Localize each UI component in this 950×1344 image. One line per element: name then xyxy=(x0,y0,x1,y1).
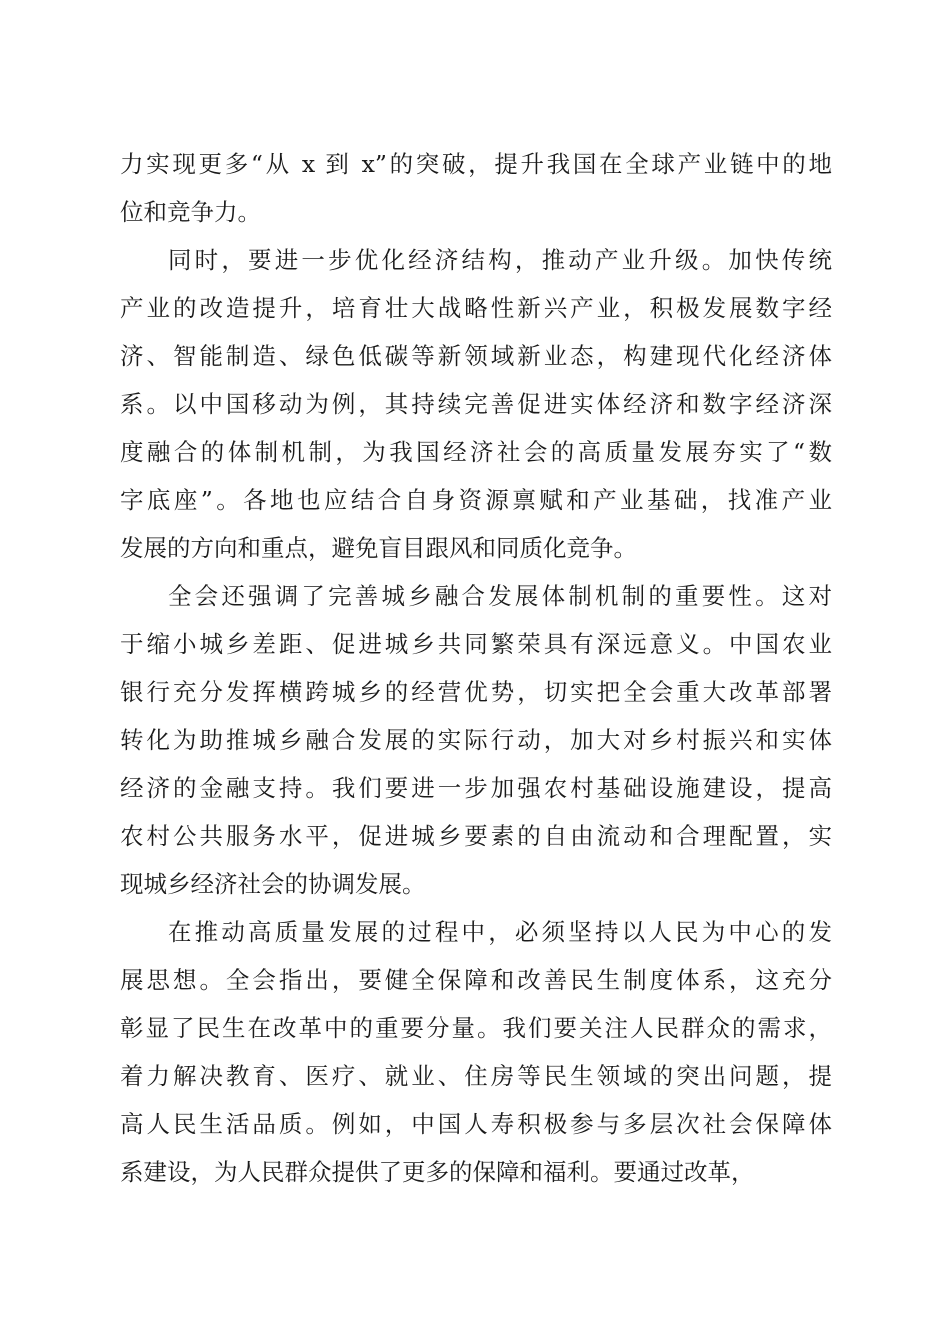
text-line: 经济的金融支持。我们要进一步加强农村基础设施建设，提高 xyxy=(120,774,832,802)
paragraph xyxy=(120,572,832,908)
paragraph xyxy=(120,140,832,236)
text-line: 系建设，为人民群众提供了更多的保障和福利。要通过改革， xyxy=(120,1158,755,1186)
body-text xyxy=(120,140,832,1196)
text-line: 产业的改造提升，培育壮大战略性新兴产业，积极发展数字经 xyxy=(120,294,832,322)
text-line: 银行充分发挥横跨城乡的经营优势，切实把全会重大改革部署 xyxy=(120,678,832,706)
text-line: 济、智能制造、绿色低碳等新领域新业态，构建现代化经济体 xyxy=(120,342,832,370)
text-line: 力实现更多“从 x 到 x”的突破，提升我国在全球产业链中的地 xyxy=(120,150,832,178)
text-line: 位和竞争力。 xyxy=(120,198,261,226)
text-line: 现城乡经济社会的协调发展。 xyxy=(120,870,426,898)
text-line: 农村公共服务水平，促进城乡要素的自由流动和合理配置，实 xyxy=(120,822,832,850)
text-line: 着力解决教育、医疗、就业、住房等民生领域的突出问题，提 xyxy=(120,1062,832,1090)
text-line: 字底座”。各地也应结合自身资源禀赋和产业基础，找准产业 xyxy=(120,486,832,514)
text-line: 展思想。全会指出，要健全保障和改善民生制度体系，这充分 xyxy=(120,966,832,994)
text-line: 在推动高质量发展的过程中，必须坚持以人民为中心的发 xyxy=(168,918,832,946)
text-line: 转化为助推城乡融合发展的实际行动，加大对乡村振兴和实体 xyxy=(120,726,832,754)
text-line: 发展的方向和重点，避免盲目跟风和同质化竞争。 xyxy=(120,534,637,562)
text-line: 彰显了民生在改革中的重要分量。我们要关注人民群众的需求， xyxy=(120,1014,832,1042)
paragraph xyxy=(120,908,832,1196)
text-line: 高人民生活品质。例如，中国人寿积极参与多层次社会保障体 xyxy=(120,1110,832,1138)
text-line: 全会还强调了完善城乡融合发展体制机制的重要性。这对 xyxy=(168,582,832,610)
text-line: 系。以中国移动为例，其持续完善促进实体经济和数字经济深 xyxy=(120,390,832,418)
text-line: 度融合的体制机制，为我国经济社会的高质量发展夯实了“数 xyxy=(120,438,832,466)
paragraph xyxy=(120,236,832,572)
text-line: 于缩小城乡差距、促进城乡共同繁荣具有深远意义。中国农业 xyxy=(120,630,832,658)
text-line: 同时，要进一步优化经济结构，推动产业升级。加快传统 xyxy=(168,246,832,274)
